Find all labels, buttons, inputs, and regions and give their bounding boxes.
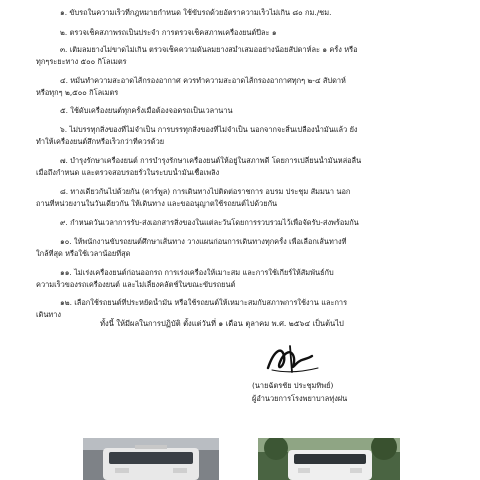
signatory-name: (นายฉัตรชัย ประชุมทิพย์) — [252, 381, 334, 390]
effective-date-statement: ทั้งนี้ ให้มีผลในการปฏิบัติ ตั้งแต่วันที่ ๑ เดือน ตุลาคม พ.ศ. ๒๕๖๔ เป็นต้นไป — [100, 319, 344, 328]
rule-item-12-continued: เดินทาง — [36, 310, 62, 319]
rule-item-4: ๔. หมั่นทำความสะอาดไส้กรองอากาศ ควรทำความสะอาดไส้กรองอากาศทุกๆ ๒-๔ สัปดาห์ — [60, 76, 346, 85]
rule-item-12: ๑๒. เลือกใช้รถยนต์ที่ประหยัดน้ำมัน หรือใช้รถยนต์ให้เหมาะสมกับสภาพการใช้งาน และการ — [60, 298, 348, 307]
rule-item-3: ๓. เติมลมยางไม่ขาดไม่เกิน ตรวจเช็คความดันลมยางสม่ำเสมออย่างน้อยสัปดาห์ละ ๑ ครั้ง หรือ — [60, 45, 358, 54]
vehicle-photo-right — [258, 438, 400, 480]
rule-item-6-continued: ทำให้เครื่องยนต์สึกหรือเร็วกว่าที่ควรด้วย — [36, 137, 165, 146]
rule-item-10: ๑๐. ให้พนักงานขับรถยนต์ศึกษาเส้นทาง วางแผนก่อนการเดินทางทุกครั้ง เพื่อเลือกเส้นทางที่ — [60, 237, 347, 246]
rule-item-9: ๙. กำหนดวันเวลาการรับ-ส่งเอกสารสิ่งของในแต่ละวันโดยการรวบรวมไว้เพื่อจัดรับ-ส่งพร้อมกัน — [60, 218, 359, 227]
rule-item-4-continued: หรือทุกๆ ๒,๕๐๐ กิโลเมตร — [36, 88, 119, 97]
rule-item-6: ๖. ไม่บรรทุกสิ่งของที่ไม่จำเป็น การบรรทุกสิ่งของที่ไม่จำเป็น นอกจากจะสิ้นเปลืองน้ำมันแล้ว ยัง — [60, 125, 358, 134]
rule-item-5: ๕. ใช้ดับเครื่องยนต์ทุกครั้งเมื่อต้องจอดรถเป็นเวลานาน — [60, 106, 233, 115]
rule-item-11-continued: ความเร็วของรถเครื่องยนต์ และไม่เลี้ยงคลัตช์ในขณะขับรถยนต์ — [36, 280, 236, 289]
rule-item-8-continued: ถานที่หน่วยงานในวันเดียวกัน ให้เดินทาง และขออนุญาตใช้รถยนต์ไปด้วยกัน — [36, 199, 278, 208]
rule-item-7-continued: เมื่อถึงกำหนด และตรวจสอบรอยรั่วในระบบน้ำมันเชื้อเพลิง — [36, 168, 220, 177]
rule-item-3-continued: ทุกๆระยะทาง ๕๐๐ กิโลเมตร — [36, 57, 127, 66]
rule-item-2: ๒. ตรวจเช็คสภาพรถเป็นประจำ การตรวจเช็คสภาพเครื่องยนต์ปีละ ๑ — [60, 28, 277, 37]
rule-item-10-continued: ใกล้ที่สุด หรือใช้เวลาน้อยที่สุด — [36, 249, 131, 258]
rule-item-11: ๑๑. ไม่เร่งเครื่องยนต์ก่อนออกรถ การเร่งเครื่องให้เมาะสม และการใช้เกียร์ให้สัมพันธ์กับ — [60, 268, 334, 277]
signatory-position: ผู้อำนวยการโรงพยาบาลทุ่งฝน — [252, 394, 348, 403]
handwritten-signature — [262, 342, 322, 376]
rule-item-7: ๗. บำรุงรักษาเครื่องยนต์ การบำรุงรักษาเครื่องยนต์ให้อยู่ในสภาพดี โดยการเปลี่ยนน้ำมันหล่อลื่น — [60, 156, 362, 165]
rule-item-8: ๘. ทางเดียวกันไปด้วยกัน (คาร์พูล) การเดินทางไปติดต่อราชการ อบรม ประชุม สัมมนา นอก — [60, 187, 351, 196]
rule-item-1: ๑. ขับรถในความเร็วที่กฎหมายกำหนด ใช้ขับรถด้วยอัตราความเร็วไม่เกิน ๘๐ กม./ชม. — [60, 8, 332, 17]
vehicle-photo-left — [83, 438, 219, 480]
